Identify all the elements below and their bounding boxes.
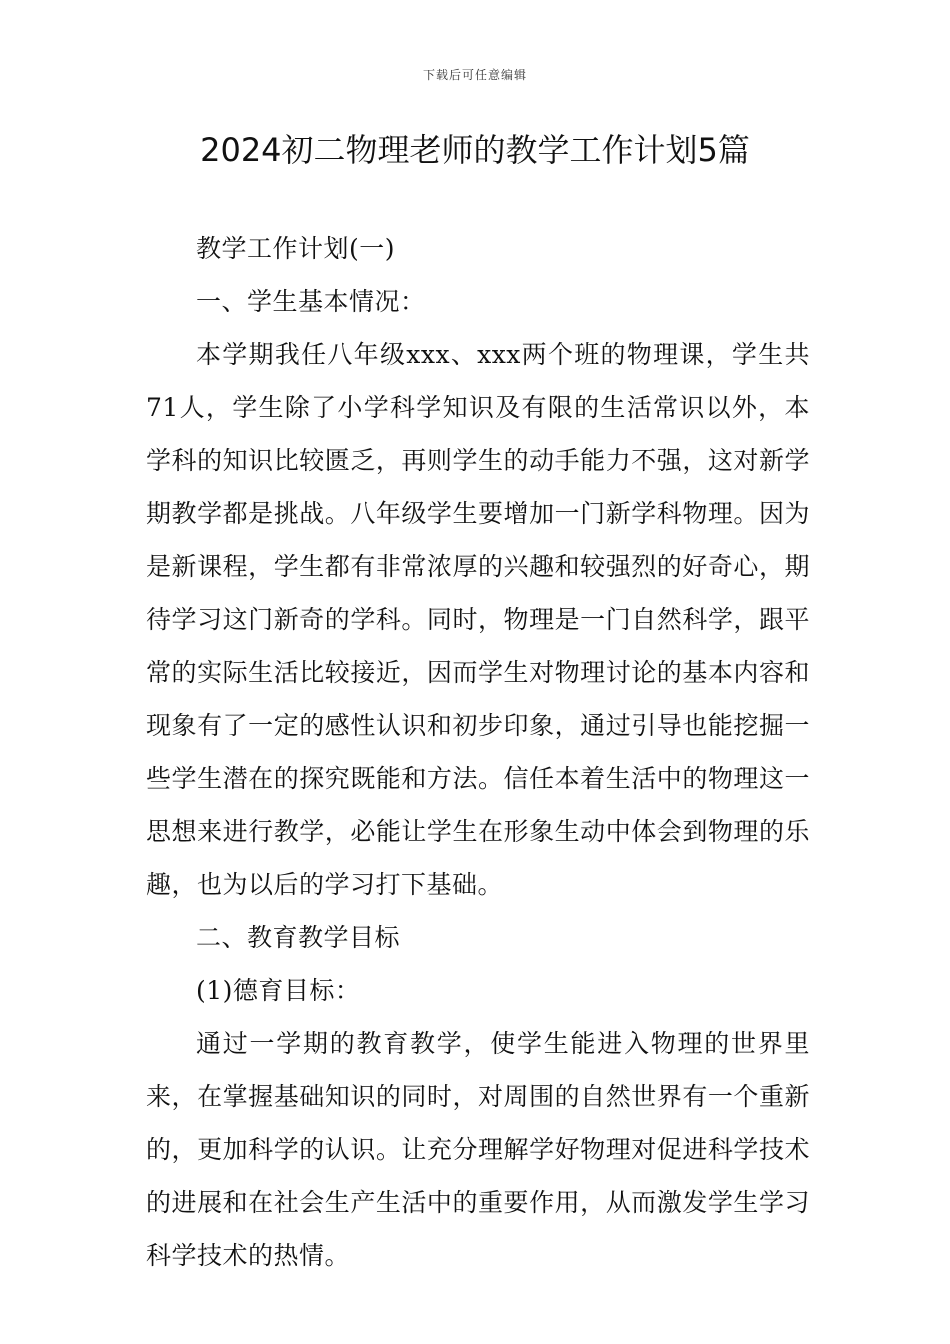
document-title: 2024初二物理老师的教学工作计划5篇 — [200, 131, 750, 169]
paragraph-subheading-moral-goals: (1)德育目标： — [196, 976, 361, 1005]
page-header-note: 下载后可任意编辑 — [422, 68, 527, 82]
paragraph-section-heading: 教学工作计划(一) — [196, 234, 396, 263]
paragraph-students-description: 本学期我任八年级xxx、xxx两个班的物理课，学生共71人，学生除了小学科学知识及有限的生活常识以外，本学科的知识比较匮乏，再则学生的动手能力不强，这对新学期教学都是挑战。八年级学生要增加一门新学科物理。因为是新课程，学生都有非常浓厚的兴趣和较强烈的好奇心，期待学习这门新奇的学科。同时，物理是一门自然科学，跟平常的实际生活比较接近，因而学生对物理讨论的基本内容和现象有了一定的感性认识和初步印象，通过引导也能挖掘一些学生潜在的探究既能和方法。信任本着生活中的物理这一思想来进行教学，必能让学生在形象生动中体会到物理的乐趣，也为以后的学习打下基础。 — [146, 340, 810, 899]
paragraph-moral-goals-description: 通过一学期的教育教学，使学生能进入物理的世界里来，在掌握基础知识的同时，对周围的自然世界有一个重新的，更加科学的认识。让充分理解学好物理对促进科学技术的进展和在社会生产生活中的重要作用，从而激发学生学习科学技术的热情。 — [146, 1029, 810, 1270]
document-body — [146, 222, 810, 1282]
paragraph-subheading-students: 一、学生基本情况： — [196, 287, 426, 316]
paragraph-subheading-goals: 二、教育教学目标 — [196, 923, 401, 952]
